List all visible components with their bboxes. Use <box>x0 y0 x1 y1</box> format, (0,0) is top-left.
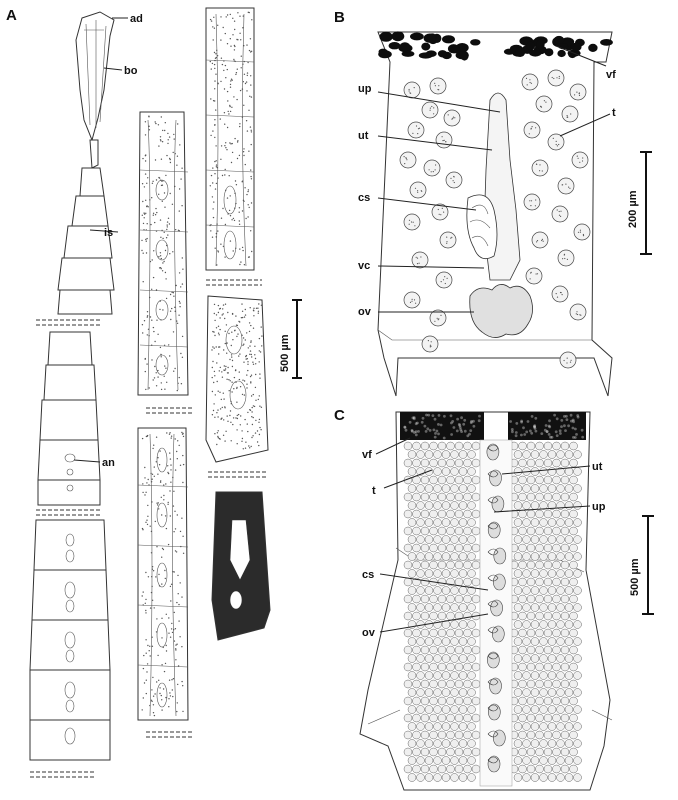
label-ut-c: ut <box>592 461 603 473</box>
strobila-mature <box>38 332 100 505</box>
label-t-c: t <box>372 485 376 497</box>
label-up-c: up <box>592 501 606 513</box>
label-is: is <box>104 227 114 239</box>
panel-a <box>6 7 302 777</box>
scolex-drawing <box>76 12 114 140</box>
panel-b <box>334 9 652 396</box>
label-up-b: up <box>358 83 372 95</box>
panel-a-letter: A <box>6 7 17 24</box>
uterus-c <box>480 440 512 786</box>
label-ad: ad <box>130 13 143 25</box>
label-vf-c: vf <box>362 449 372 461</box>
label-bo: bo <box>124 65 138 77</box>
label-cs-b: cs <box>358 192 371 204</box>
panel-b-letter: B <box>334 9 345 26</box>
label-ov-b: ov <box>358 306 371 318</box>
panel-c-letter: C <box>334 407 345 424</box>
label-ut-b: ut <box>358 130 369 142</box>
label-an: an <box>102 457 115 469</box>
segments-column-right <box>206 8 270 640</box>
ovary-b <box>470 284 533 337</box>
label-ov-c: ov <box>362 627 375 639</box>
label-vc-b: vc <box>358 260 371 272</box>
panel-c <box>334 407 654 790</box>
scale-label-a: 500 µm <box>279 334 291 372</box>
label-vf-b: vf <box>606 69 616 81</box>
scale-label-c: 500 µm <box>629 558 641 596</box>
scale-label-b: 200 µm <box>627 190 639 228</box>
strobila-gravid <box>30 520 110 760</box>
gravid-segments-detail <box>138 428 188 720</box>
label-cs-c: cs <box>362 569 375 581</box>
label-t-b: t <box>612 107 616 119</box>
